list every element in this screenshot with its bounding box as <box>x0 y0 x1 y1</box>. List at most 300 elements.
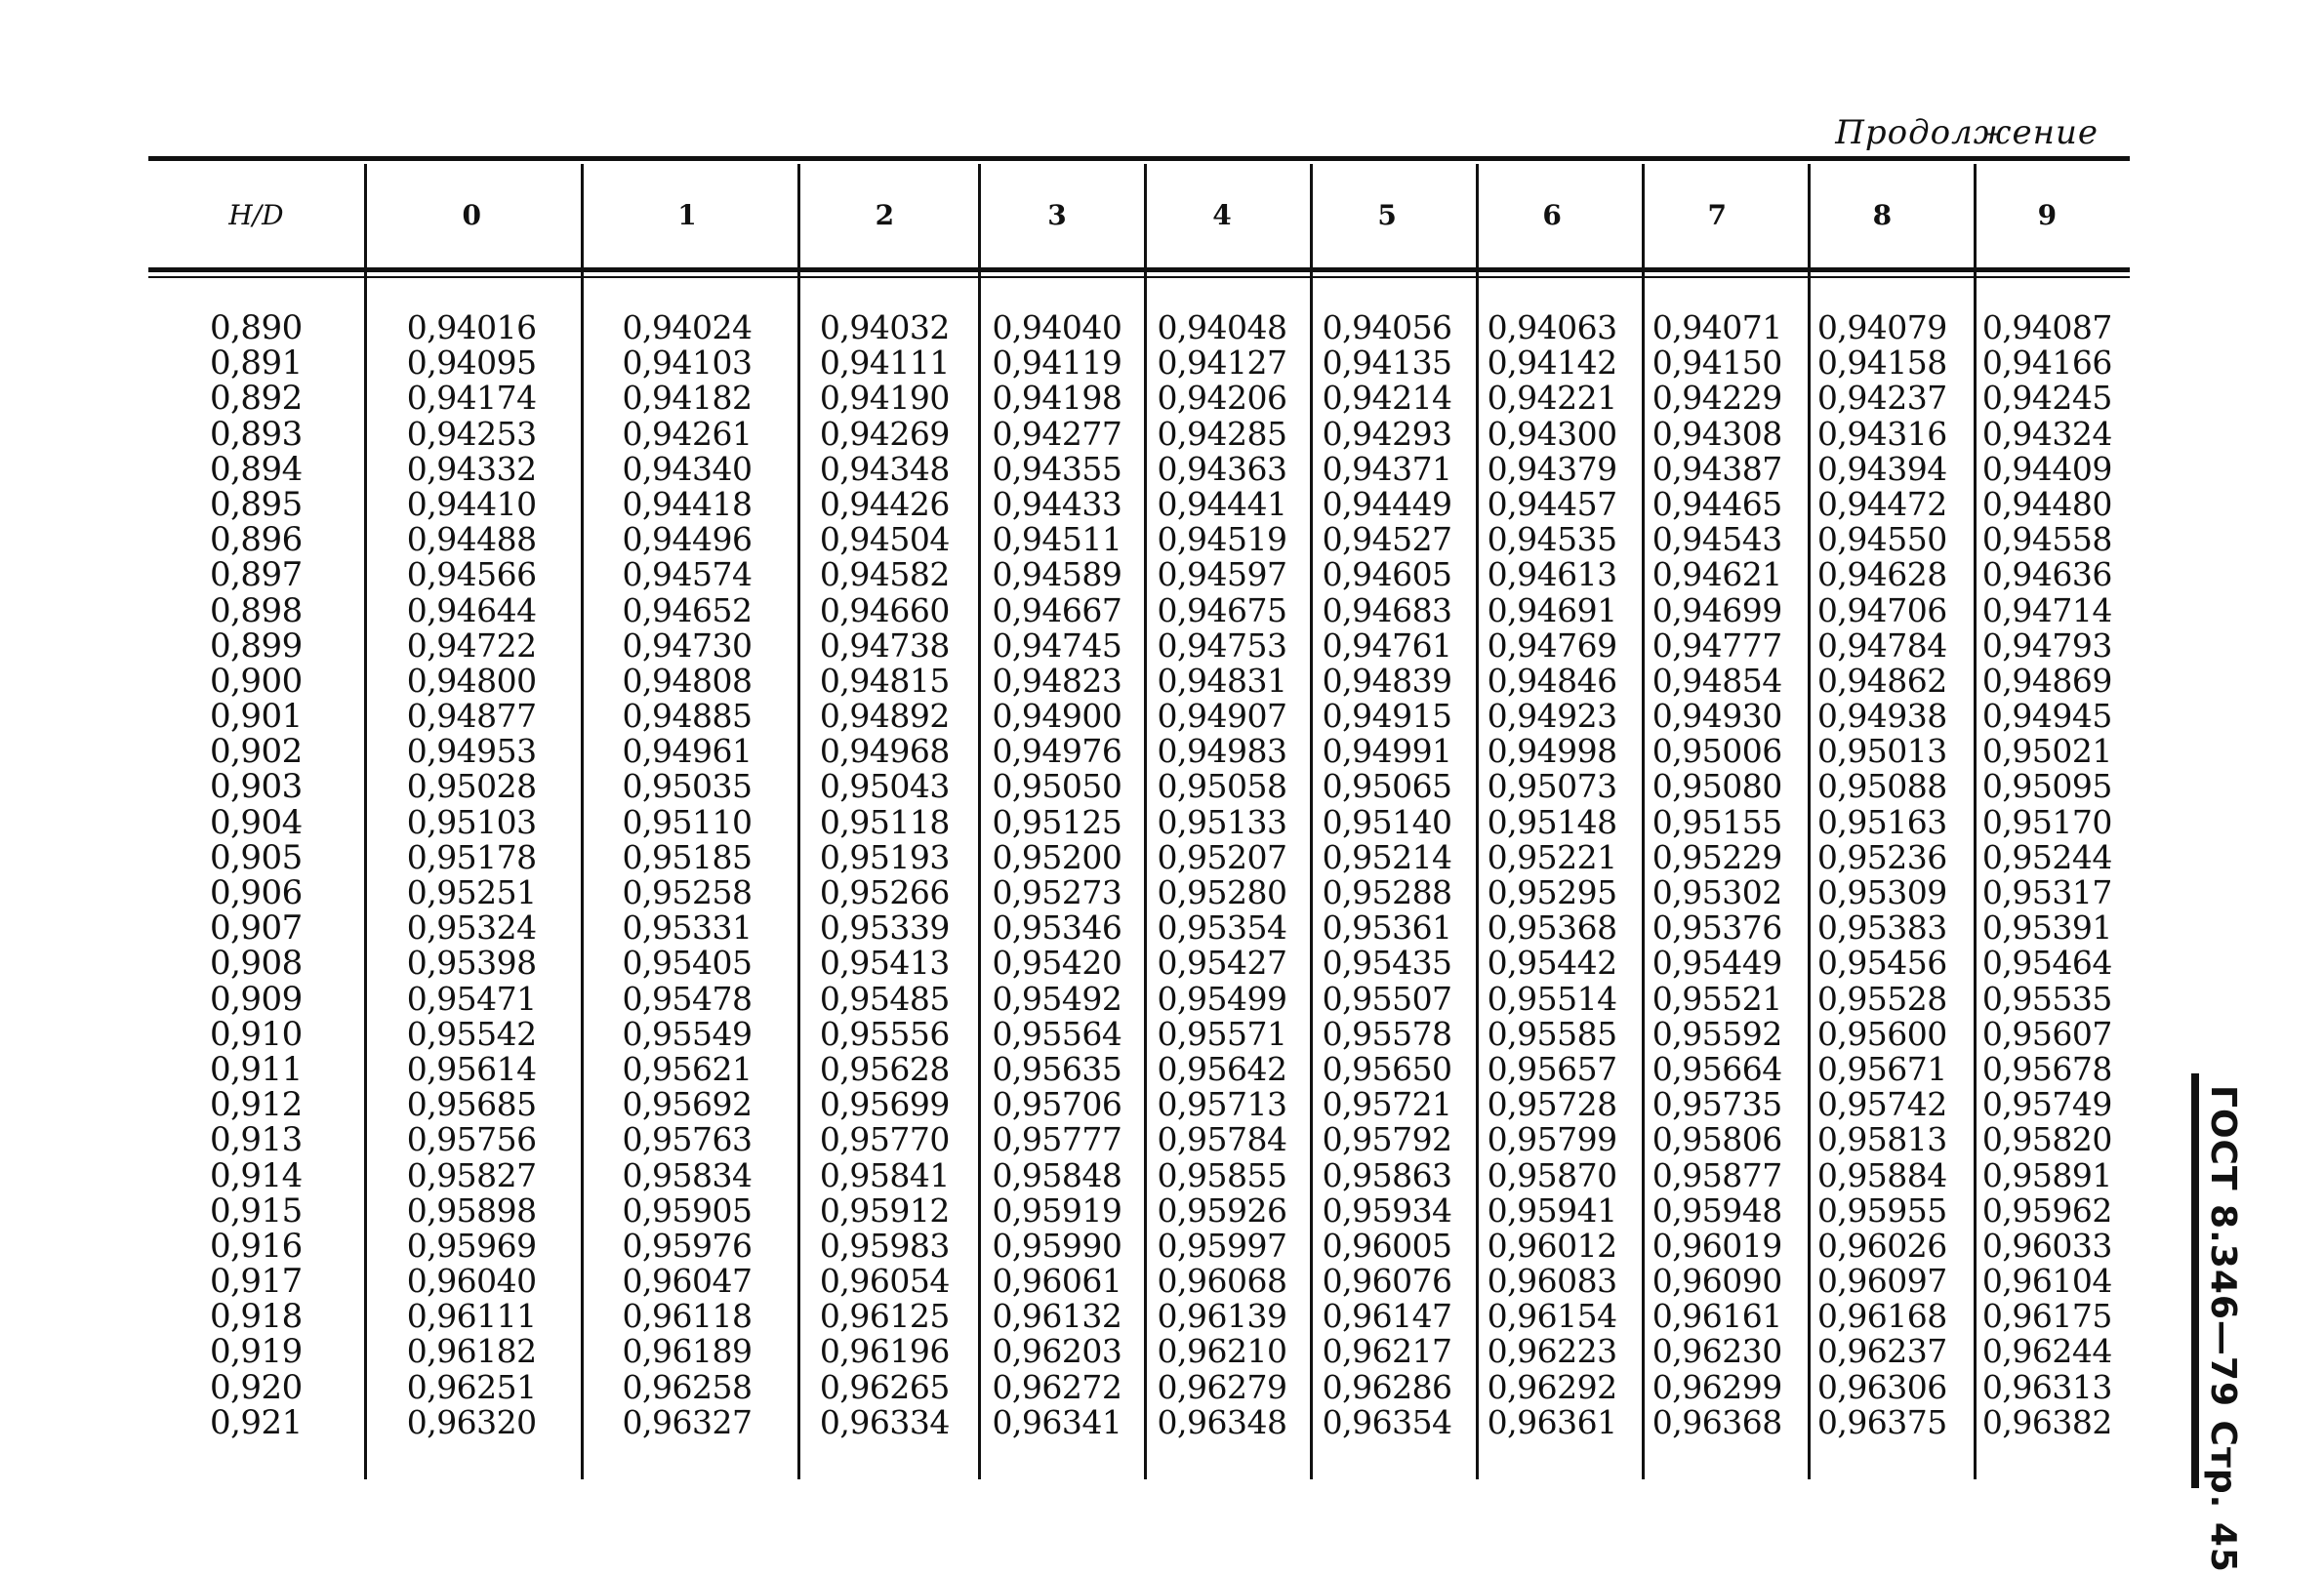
table-cell: 0,94418 <box>622 484 753 523</box>
table-cell: 0,95155 <box>1651 802 1782 841</box>
table-cell: 0,94877 <box>406 697 537 736</box>
table-cell: 0,94652 <box>622 590 753 629</box>
table-cell: 0,95763 <box>622 1120 753 1159</box>
header-col-5: 5 <box>1377 198 1397 231</box>
table-cell: 0,94300 <box>1487 414 1617 453</box>
table-cell: 0,94923 <box>1487 697 1617 736</box>
table-cell: 0,96217 <box>1322 1332 1452 1371</box>
table-cell: 0,96061 <box>992 1262 1122 1301</box>
table-cell: 0,95118 <box>819 802 950 841</box>
table-cell: 0,95571 <box>1157 1014 1287 1053</box>
table-cell: 0,96237 <box>1816 1332 1947 1371</box>
table-cell: 0,94040 <box>992 308 1122 346</box>
row-label-cell: 0,919 <box>209 1332 303 1372</box>
table-cell: 0,95178 <box>406 837 537 876</box>
table-cell: 0,95065 <box>1322 767 1452 806</box>
table-cell: 0,95207 <box>1157 837 1287 876</box>
table-cell: 0,96132 <box>992 1297 1122 1336</box>
table-cell: 0,94915 <box>1322 697 1452 736</box>
table-cell: 0,96272 <box>992 1367 1122 1406</box>
table-cell: 0,95870 <box>1487 1155 1617 1194</box>
table-cell: 0,96286 <box>1322 1367 1452 1406</box>
table-cell: 0,95464 <box>1981 944 2112 983</box>
table-cell: 0,95035 <box>622 767 753 806</box>
table-cell: 0,95813 <box>1816 1120 1947 1159</box>
table-cell: 0,94206 <box>1157 379 1287 418</box>
table-cell: 0,96361 <box>1487 1402 1617 1441</box>
table-cell: 0,95592 <box>1651 1014 1782 1053</box>
table-cell: 0,94527 <box>1322 520 1452 559</box>
table-cell: 0,94190 <box>819 379 950 418</box>
table-cell: 0,94519 <box>1157 520 1287 559</box>
table-cell: 0,95324 <box>406 908 537 948</box>
table-cell: 0,94285 <box>1157 414 1287 453</box>
table-cell: 0,94945 <box>1981 697 2112 736</box>
row-label-cell: 0,912 <box>209 1085 303 1125</box>
table-cell: 0,94998 <box>1487 732 1617 771</box>
header-col-7: 7 <box>1707 198 1727 231</box>
table-cell: 0,94753 <box>1157 626 1287 665</box>
table-cell: 0,94636 <box>1981 555 2112 594</box>
table-cell: 0,94441 <box>1157 484 1287 523</box>
table-cell: 0,95585 <box>1487 1014 1617 1053</box>
table-cell: 0,96104 <box>1981 1262 2112 1301</box>
table-cell: 0,95678 <box>1981 1049 2112 1088</box>
table-cell: 0,94808 <box>622 661 753 700</box>
table-cell: 0,96026 <box>1816 1226 1947 1265</box>
table-cell: 0,95485 <box>819 979 950 1018</box>
row-label-cell: 0,890 <box>209 308 303 347</box>
column-h-d <box>148 310 364 1440</box>
table-cell: 0,96203 <box>992 1332 1122 1371</box>
table-cell: 0,95103 <box>406 802 537 841</box>
table-cell: 0,95435 <box>1322 944 1452 983</box>
table-cell: 0,94316 <box>1816 414 1947 453</box>
table-cell: 0,95013 <box>1816 732 1947 771</box>
table-cell: 0,95706 <box>992 1085 1122 1124</box>
side-page-label: ГОСТ 8.346—79 Стр. 45 <box>2203 1085 2243 1573</box>
table-cell: 0,96341 <box>992 1402 1122 1441</box>
table-cell: 0,95376 <box>1651 908 1782 948</box>
table-cell: 0,96279 <box>1157 1367 1287 1406</box>
table-cell: 0,95877 <box>1651 1155 1782 1194</box>
table-cell: 0,94472 <box>1816 484 1947 523</box>
table-cell: 0,95050 <box>992 767 1122 806</box>
table-cell: 0,94699 <box>1651 590 1782 629</box>
table-cell: 0,95398 <box>406 944 537 983</box>
table-cell: 0,94869 <box>1981 661 2112 700</box>
table-cell: 0,94245 <box>1981 379 2112 418</box>
table-cell: 0,94166 <box>1981 343 2112 383</box>
table-cell: 0,95170 <box>1981 802 2112 841</box>
table-cell: 0,94628 <box>1816 555 1947 594</box>
table-cell: 0,95006 <box>1651 732 1782 771</box>
table-cell: 0,95140 <box>1322 802 1452 841</box>
row-label-cell: 0,917 <box>209 1262 303 1302</box>
table-cell: 0,94111 <box>819 343 950 383</box>
table-cell: 0,95280 <box>1157 873 1287 911</box>
column-9 <box>1965 310 2130 1440</box>
table-cell: 0,95742 <box>1816 1085 1947 1124</box>
table-cell: 0,94722 <box>406 626 537 665</box>
row-label-cell: 0,903 <box>209 767 303 807</box>
table-cell: 0,95642 <box>1157 1049 1287 1088</box>
table-cell: 0,95848 <box>992 1155 1122 1194</box>
table-cell: 0,96265 <box>819 1367 950 1406</box>
table-cell: 0,94907 <box>1157 697 1287 736</box>
header-col-1: 1 <box>677 198 697 231</box>
table-cell: 0,94371 <box>1322 449 1452 488</box>
table-cell: 0,96210 <box>1157 1332 1287 1371</box>
table-cell: 0,95820 <box>1981 1120 2112 1159</box>
table-cell: 0,96083 <box>1487 1262 1617 1301</box>
table-cell: 0,96068 <box>1157 1262 1287 1301</box>
table-cell: 0,94496 <box>622 520 753 559</box>
row-label-cell: 0,895 <box>209 484 303 524</box>
table-cell: 0,95983 <box>819 1226 950 1265</box>
table-cell: 0,95891 <box>1981 1155 2112 1194</box>
table-cell: 0,96033 <box>1981 1226 2112 1265</box>
table-cell: 0,95713 <box>1157 1085 1287 1124</box>
table-cell: 0,94221 <box>1487 379 1617 418</box>
table-cell: 0,95273 <box>992 873 1122 911</box>
table-cell: 0,94324 <box>1981 414 2112 453</box>
table-cell: 0,94363 <box>1157 449 1287 488</box>
row-label-cell: 0,891 <box>209 343 303 383</box>
table-cell: 0,96161 <box>1651 1297 1782 1336</box>
table-cell: 0,96005 <box>1322 1226 1452 1265</box>
table-cell: 0,95368 <box>1487 908 1617 948</box>
table-cell: 0,95834 <box>622 1155 753 1194</box>
table-cell: 0,95391 <box>1981 908 2112 948</box>
table-cell: 0,96196 <box>819 1332 950 1371</box>
column-8 <box>1800 310 1965 1440</box>
table-cell: 0,95919 <box>992 1191 1122 1230</box>
table-cell: 0,96354 <box>1322 1402 1452 1441</box>
table-cell: 0,94488 <box>406 520 537 559</box>
table-cell: 0,95685 <box>406 1085 537 1124</box>
table-cell: 0,94738 <box>819 626 950 665</box>
table-cell: 0,96258 <box>622 1367 753 1406</box>
table-cell: 0,96019 <box>1651 1226 1782 1265</box>
table-cell: 0,94024 <box>622 308 753 346</box>
table-cell: 0,94409 <box>1981 449 2112 488</box>
table-cell: 0,95976 <box>622 1226 753 1265</box>
table-cell: 0,95912 <box>819 1191 950 1230</box>
table-cell: 0,96292 <box>1487 1367 1617 1406</box>
table-cell: 0,95905 <box>622 1191 753 1230</box>
table-cell: 0,94667 <box>992 590 1122 629</box>
table-cell: 0,95427 <box>1157 944 1287 983</box>
table-cell: 0,94293 <box>1322 414 1452 453</box>
row-label-cell: 0,900 <box>209 661 303 701</box>
table-cell: 0,95302 <box>1651 873 1782 911</box>
table-cell: 0,94777 <box>1651 626 1782 665</box>
table-cell: 0,94071 <box>1651 308 1782 346</box>
row-label-cell: 0,893 <box>209 414 303 454</box>
table-cell: 0,94079 <box>1816 308 1947 346</box>
row-label-cell: 0,897 <box>209 555 303 595</box>
row-label-cell: 0,902 <box>209 732 303 772</box>
table-cell: 0,95507 <box>1322 979 1452 1018</box>
table-cell: 0,94885 <box>622 697 753 736</box>
table-cell: 0,94465 <box>1651 484 1782 523</box>
table-cell: 0,94198 <box>992 379 1122 418</box>
table-cell: 0,96327 <box>622 1402 753 1441</box>
table-cell: 0,94056 <box>1322 308 1452 346</box>
table-cell: 0,95295 <box>1487 873 1617 911</box>
table-cell: 0,94087 <box>1981 308 2112 346</box>
table-cell: 0,94769 <box>1487 626 1617 665</box>
table-cell: 0,94745 <box>992 626 1122 665</box>
table-cell: 0,95934 <box>1322 1191 1452 1230</box>
table-cell: 0,95841 <box>819 1155 950 1194</box>
table-cell: 0,96313 <box>1981 1367 2112 1406</box>
table-cell: 0,95955 <box>1816 1191 1947 1230</box>
table-cell: 0,95784 <box>1157 1120 1287 1159</box>
table-cell: 0,96118 <box>622 1297 753 1336</box>
table-cell: 0,94261 <box>622 414 753 453</box>
table-cell: 0,95492 <box>992 979 1122 1018</box>
table-cell: 0,95266 <box>819 873 950 911</box>
table-cell: 0,94103 <box>622 343 753 383</box>
table-cell: 0,95339 <box>819 908 950 948</box>
table-cell: 0,95990 <box>992 1226 1122 1265</box>
table-cell: 0,94597 <box>1157 555 1287 594</box>
table-cell: 0,95692 <box>622 1085 753 1124</box>
table-cell: 0,95420 <box>992 944 1122 983</box>
table-cell: 0,95058 <box>1157 767 1287 806</box>
table-cell: 0,94229 <box>1651 379 1782 418</box>
table-cell: 0,95331 <box>622 908 753 948</box>
column-divider <box>364 164 367 1479</box>
table-cell: 0,94449 <box>1322 484 1452 523</box>
table-cell: 0,95997 <box>1157 1226 1287 1265</box>
table-cell: 0,94063 <box>1487 308 1617 346</box>
table-cell: 0,96076 <box>1322 1262 1452 1301</box>
side-margin-bar <box>2191 1073 2199 1488</box>
column-7 <box>1635 310 1800 1440</box>
table-cell: 0,95258 <box>622 873 753 911</box>
table-cell: 0,96175 <box>1981 1297 2112 1336</box>
table-cell: 0,96251 <box>406 1367 537 1406</box>
row-label-cell: 0,894 <box>209 449 303 489</box>
table-cell: 0,94675 <box>1157 590 1287 629</box>
table-cell: 0,94048 <box>1157 308 1287 346</box>
table-cell: 0,96090 <box>1651 1262 1782 1301</box>
table-cell: 0,95499 <box>1157 979 1287 1018</box>
table-cell: 0,94340 <box>622 449 753 488</box>
table-cell: 0,95699 <box>819 1085 950 1124</box>
table-cell: 0,95193 <box>819 837 950 876</box>
table-cell: 0,95777 <box>992 1120 1122 1159</box>
table-cell: 0,94892 <box>819 697 950 736</box>
table-cell: 0,96189 <box>622 1332 753 1371</box>
table-cell: 0,95317 <box>1981 873 2112 911</box>
column-4 <box>1139 310 1304 1440</box>
table-cell: 0,94174 <box>406 379 537 418</box>
table-cell: 0,94332 <box>406 449 537 488</box>
table-cell: 0,95354 <box>1157 908 1287 948</box>
table-cell: 0,96368 <box>1651 1402 1782 1441</box>
table-cell: 0,95600 <box>1816 1014 1947 1053</box>
header-col-0: 0 <box>462 198 481 231</box>
column-divider <box>1476 164 1479 1479</box>
table-cell: 0,96040 <box>406 1262 537 1301</box>
table-cell: 0,94480 <box>1981 484 2112 523</box>
table-cell: 0,95735 <box>1651 1085 1782 1124</box>
table-cell: 0,95110 <box>622 802 753 841</box>
column-divider <box>978 164 981 1479</box>
table-cell: 0,94504 <box>819 520 950 559</box>
table-cell: 0,94839 <box>1322 661 1452 700</box>
table-cell: 0,95413 <box>819 944 950 983</box>
table-cell: 0,94135 <box>1322 343 1452 383</box>
row-label-cell: 0,915 <box>209 1191 303 1231</box>
table-cell: 0,95749 <box>1981 1085 2112 1124</box>
table-cell: 0,94355 <box>992 449 1122 488</box>
table-cell: 0,94613 <box>1487 555 1617 594</box>
table-cell: 0,95549 <box>622 1014 753 1053</box>
table-cell: 0,95635 <box>992 1049 1122 1088</box>
table-cell: 0,94150 <box>1651 343 1782 383</box>
table-cell: 0,95607 <box>1981 1014 2112 1053</box>
table-cell: 0,94387 <box>1651 449 1782 488</box>
header-col-9: 9 <box>2037 198 2058 231</box>
table-cell: 0,96382 <box>1981 1402 2112 1441</box>
table-cell: 0,94815 <box>819 661 950 700</box>
table-cell: 0,95073 <box>1487 767 1617 806</box>
table-cell: 0,95229 <box>1651 837 1782 876</box>
table-cell: 0,94574 <box>622 555 753 594</box>
table-cell: 0,94930 <box>1651 697 1782 736</box>
table-cell: 0,94846 <box>1487 661 1617 700</box>
table-cell: 0,95088 <box>1816 767 1947 806</box>
table-cell: 0,95806 <box>1651 1120 1782 1159</box>
table-cell: 0,95442 <box>1487 944 1617 983</box>
header-col-3: 3 <box>1047 198 1067 231</box>
table-cell: 0,95542 <box>406 1014 537 1053</box>
table-cell: 0,95185 <box>622 837 753 876</box>
header-col-6: 6 <box>1542 198 1562 231</box>
table-cell: 0,96244 <box>1981 1332 2112 1371</box>
table-cell: 0,94253 <box>406 414 537 453</box>
table-cell: 0,96054 <box>819 1262 950 1301</box>
row-label-cell: 0,908 <box>209 944 303 984</box>
column-divider <box>797 164 800 1479</box>
header-bottom-rule <box>148 267 2130 272</box>
row-label-cell: 0,892 <box>209 379 303 419</box>
table-cell: 0,95471 <box>406 979 537 1018</box>
table-cell: 0,95236 <box>1816 837 1947 876</box>
table-cell: 0,95528 <box>1816 979 1947 1018</box>
table-cell: 0,94237 <box>1816 379 1947 418</box>
table-cell: 0,96168 <box>1816 1297 1947 1336</box>
header-col-8: 8 <box>1872 198 1893 231</box>
table-cell: 0,95148 <box>1487 802 1617 841</box>
table-cell: 0,95657 <box>1487 1049 1617 1088</box>
table-cell: 0,95650 <box>1322 1049 1452 1088</box>
table-cell: 0,95564 <box>992 1014 1122 1053</box>
table-cell: 0,94277 <box>992 414 1122 453</box>
table-cell: 0,95346 <box>992 908 1122 948</box>
table-cell: 0,95221 <box>1487 837 1617 876</box>
table-cell: 0,95251 <box>406 873 537 911</box>
table-cell: 0,94714 <box>1981 590 2112 629</box>
table-cell: 0,94854 <box>1651 661 1782 700</box>
table-cell: 0,95855 <box>1157 1155 1287 1194</box>
row-label-cell: 0,905 <box>209 837 303 877</box>
table-cell: 0,94269 <box>819 414 950 453</box>
header-col-4: 4 <box>1212 198 1232 231</box>
column-6 <box>1470 310 1635 1440</box>
table-cell: 0,95969 <box>406 1226 537 1265</box>
table-cell: 0,96306 <box>1816 1367 1947 1406</box>
table-cell: 0,94953 <box>406 732 537 771</box>
row-label-cell: 0,907 <box>209 908 303 948</box>
table-cell: 0,95028 <box>406 767 537 806</box>
row-label-cell: 0,904 <box>209 802 303 842</box>
table-cell: 0,94691 <box>1487 590 1617 629</box>
table-cell: 0,95535 <box>1981 979 2112 1018</box>
table-cell: 0,94784 <box>1816 626 1947 665</box>
table-cell: 0,95133 <box>1157 802 1287 841</box>
table-cell: 0,95125 <box>992 802 1122 841</box>
table-cell: 0,95214 <box>1322 837 1452 876</box>
table-cell: 0,94983 <box>1157 732 1287 771</box>
row-label-cell: 0,914 <box>209 1155 303 1195</box>
header-bottom-rule-thin <box>148 276 2130 278</box>
table-cell: 0,94214 <box>1322 379 1452 418</box>
table-cell: 0,95926 <box>1157 1191 1287 1230</box>
table-cell: 0,96139 <box>1157 1297 1287 1336</box>
table-cell: 0,95948 <box>1651 1191 1782 1230</box>
table-cell: 0,95095 <box>1981 767 2112 806</box>
table-cell: 0,94379 <box>1487 449 1617 488</box>
column-divider <box>1144 164 1147 1479</box>
row-label-cell: 0,920 <box>209 1367 303 1407</box>
table-cell: 0,96154 <box>1487 1297 1617 1336</box>
table-cell: 0,94308 <box>1651 414 1782 453</box>
table-cell: 0,96299 <box>1651 1367 1782 1406</box>
table-cell: 0,94968 <box>819 732 950 771</box>
table-cell: 0,95405 <box>622 944 753 983</box>
table-cell: 0,94566 <box>406 555 537 594</box>
table-cell: 0,94535 <box>1487 520 1617 559</box>
table-cell: 0,95792 <box>1322 1120 1452 1159</box>
table-cell: 0,94706 <box>1816 590 1947 629</box>
row-label-cell: 0,921 <box>209 1402 303 1442</box>
table-cell: 0,95770 <box>819 1120 950 1159</box>
row-label-cell: 0,899 <box>209 626 303 666</box>
continuation-label: Продолжение <box>1835 113 2099 152</box>
row-label-cell: 0,906 <box>209 873 303 912</box>
value-table <box>148 310 2130 1440</box>
table-cell: 0,96125 <box>819 1297 950 1336</box>
table-cell: 0,95521 <box>1651 979 1782 1018</box>
table-cell: 0,95863 <box>1322 1155 1452 1194</box>
table-cell: 0,95456 <box>1816 944 1947 983</box>
header-col-2: 2 <box>875 198 895 231</box>
table-cell: 0,94457 <box>1487 484 1617 523</box>
table-cell: 0,96182 <box>406 1332 537 1371</box>
table-cell: 0,94119 <box>992 343 1122 383</box>
table-cell: 0,96230 <box>1651 1332 1782 1371</box>
table-cell: 0,96334 <box>819 1402 950 1441</box>
column-divider <box>1310 164 1313 1479</box>
table-cell: 0,94158 <box>1816 343 1947 383</box>
table-cell: 0,94348 <box>819 449 950 488</box>
